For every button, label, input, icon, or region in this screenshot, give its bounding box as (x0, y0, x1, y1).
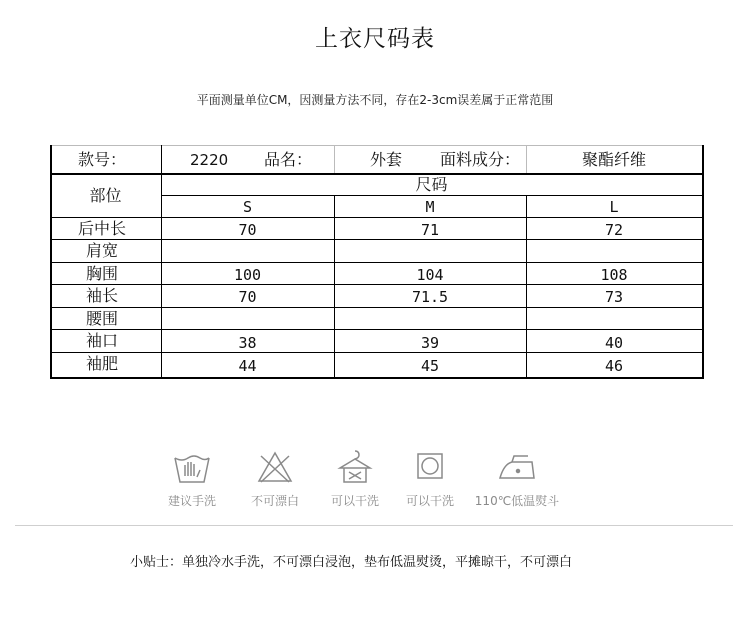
grid-line (50, 307, 702, 308)
table-cell: 70 (238, 221, 257, 239)
table-row-part: 袖口 (86, 331, 119, 350)
table-cell: 39 (420, 334, 440, 352)
care-label: 可以干洗 (330, 494, 379, 508)
grid-line (50, 329, 702, 330)
care-tumble-dry (385, 448, 475, 509)
table-cell: 72 (604, 221, 624, 239)
size-m-header: M (425, 198, 435, 216)
grid-line (334, 145, 335, 173)
table-cell: 104 (416, 266, 444, 284)
table-cell: 45 (420, 357, 440, 375)
care-label: 不可漂白 (250, 494, 299, 508)
care-label: 可以干洗 (405, 494, 454, 508)
care-iron-low (472, 448, 562, 509)
care-tip: 小贴士：单独冷水手洗，不可漂白浸泡，垫布低温熨烫，平摊晾干，不可漂白 (130, 555, 573, 570)
care-hand-wash (147, 448, 237, 509)
table-cell: 71.5 (411, 288, 449, 306)
grid-line (702, 145, 704, 379)
table-cell: 38 (238, 334, 257, 352)
table-cell: 70 (238, 288, 257, 306)
size-l-header: L (609, 198, 619, 216)
table-row-part: 肩宽 (86, 241, 119, 260)
table-row-part: 袖肥 (86, 354, 119, 373)
page-title: 上衣尺码表 (315, 26, 435, 52)
grid-line (50, 145, 702, 146)
table-cell: 44 (238, 357, 257, 375)
table-row-part: 胸围 (86, 264, 119, 283)
table-cell: 46 (604, 357, 624, 375)
table-row-part: 袖长 (86, 286, 119, 305)
no-bleach-icon (230, 448, 320, 486)
table-cell: 73 (604, 288, 624, 306)
grid-line (50, 377, 702, 379)
product-name-value: 外套 (370, 150, 403, 169)
style-number-value: 2220 (190, 151, 229, 169)
table-cell: 100 (233, 266, 262, 284)
care-label: 建议手洗 (167, 494, 216, 508)
style-number-label: 款号： (78, 150, 127, 169)
size-header: 尺码 (415, 175, 448, 194)
fabric-value: 聚酯纤维 (582, 150, 647, 169)
product-name-label: 品名： (264, 150, 313, 169)
iron-low-icon (472, 448, 562, 486)
hand-wash-icon (147, 448, 237, 486)
divider (15, 525, 733, 526)
grid-line (50, 262, 702, 263)
table-row-part: 腰围 (86, 309, 119, 328)
table-row-part: 后中长 (78, 219, 127, 238)
grid-line (50, 217, 702, 218)
grid-line (526, 145, 527, 173)
grid-line (50, 145, 52, 379)
table-cell: 40 (604, 334, 624, 352)
size-s-header: S (242, 198, 253, 216)
grid-line (161, 195, 702, 196)
care-no-bleach (230, 448, 320, 509)
table-cell: 71 (420, 221, 440, 239)
care-label: 110℃低温熨斗 (474, 494, 560, 508)
fabric-label: 面料成分： (440, 150, 521, 169)
measurement-note: 平面测量单位CM，因测量方法不同，存在2-3cm误差属于正常范围 (196, 93, 554, 107)
tumble-dry-icon (385, 448, 475, 486)
part-header: 部位 (89, 186, 122, 205)
table-cell: 108 (600, 266, 628, 284)
